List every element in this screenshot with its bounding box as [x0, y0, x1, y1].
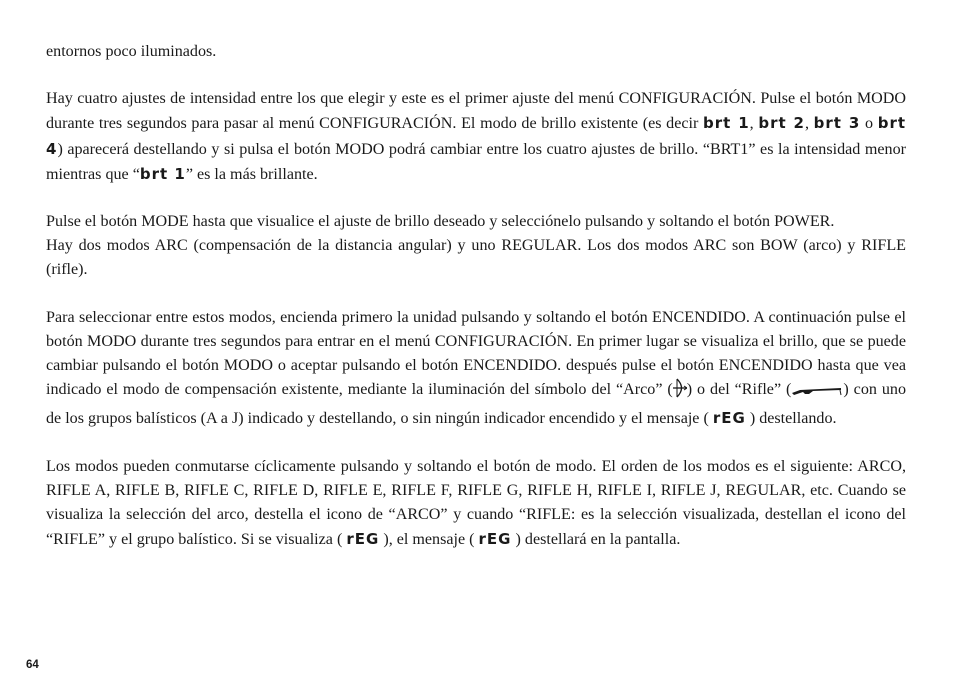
text: Hay cuatro ajustes de intensidad entre los que elegir y este es el primer ajuste del menú CONFIGURACIÓN. Pulse el botón MODO durante tres segundos para pasar al menú CONFIGURACIÓN. El modo de brillo existente (es decir [46, 90, 906, 133]
text: Los modos pueden conmutarse cíclicamente pulsando y soltando el botón de modo. El orden de los modos es el siguiente: ARCO, RIFLE A, RIFLE B, RIFLE C, RIFLE D, RIFLE E, RIFLE F, RIFLE G, RIFLE H, RIFLE I, RIFLE J, REGULAR, etc. Cuando se visualiza la selección del arco, destella el icono de “ARCO” y cuando “RIFLE: es la selección visualizada, destellan el icono del “RIFLE” y el grupo balístico. Si se visualiza ( [46, 457, 906, 549]
paragraph-select-modes [46, 306, 906, 432]
display-brt1: brt 1 [703, 114, 750, 133]
paragraph-cycle-modes [46, 455, 906, 553]
text: ) o del “Rifle” ( [686, 381, 792, 399]
text: ) destellando. [745, 410, 837, 428]
text: , [749, 115, 759, 133]
text: ” es la más brillante. [185, 165, 318, 183]
text: o [860, 115, 878, 133]
display-brt2: brt 2 [758, 114, 805, 133]
bow-icon [673, 378, 687, 406]
text: Pulse el botón MODE hasta que visualice el ajuste de brillo deseado y selecciónelo pulsando y soltando el botón POWER. [46, 213, 835, 231]
document-page [46, 40, 906, 575]
paragraph-select-brightness [46, 210, 906, 234]
text: ) destellará en la pantalla. [511, 531, 681, 549]
display-brt3: brt 3 [813, 114, 861, 133]
paragraph-intro [46, 40, 906, 64]
rifle-icon [791, 382, 843, 406]
display-reg: rEG [712, 409, 746, 428]
display-reg-2: rEG [478, 530, 512, 549]
display-brt1-second: brt 1 [139, 164, 186, 183]
text: ) aparecerá destellando y si pulsa el botón MODO podrá cambiar entre los cuatro ajustes de brillo. “BRT1” es la intensidad menor mientras que “ [46, 140, 906, 183]
paragraph-arc-modes [46, 234, 906, 282]
display-brt4: brt 4 [46, 114, 907, 158]
display-reg-1: rEG [346, 530, 380, 549]
paragraph-brightness [46, 87, 906, 187]
page-number: 64 [26, 659, 39, 671]
text: , [804, 115, 814, 133]
text: Para seleccionar entre estos modos, encienda primero la unidad pulsando y soltando el botón ENCENDIDO. A continuación pulse el botón MODO durante tres segundos para entrar en el menú CONFIGURACIÓN. En primer lugar se visualiza el brillo, que se puede cambiar pulsando el botón MODO o aceptar pulsando el botón ENCENDIDO. después pulse el botón ENCENDIDO hasta que vea indicado el modo de compensación existente, mediante la iluminación del símbolo del “Arco” ( [46, 308, 906, 399]
text: entornos poco iluminados. [46, 43, 217, 60]
text: ) con uno de los grupos balísticos (A a J) indicado y destellando, o sin ningún indicador encendido y el mensaje ( [46, 381, 906, 428]
text: ), el mensaje ( [379, 531, 479, 549]
text: Hay dos modos ARC (compensación de la distancia angular) y uno REGULAR. Los dos modos ARC son BOW (arco) y RIFLE (rifle). [46, 237, 906, 279]
